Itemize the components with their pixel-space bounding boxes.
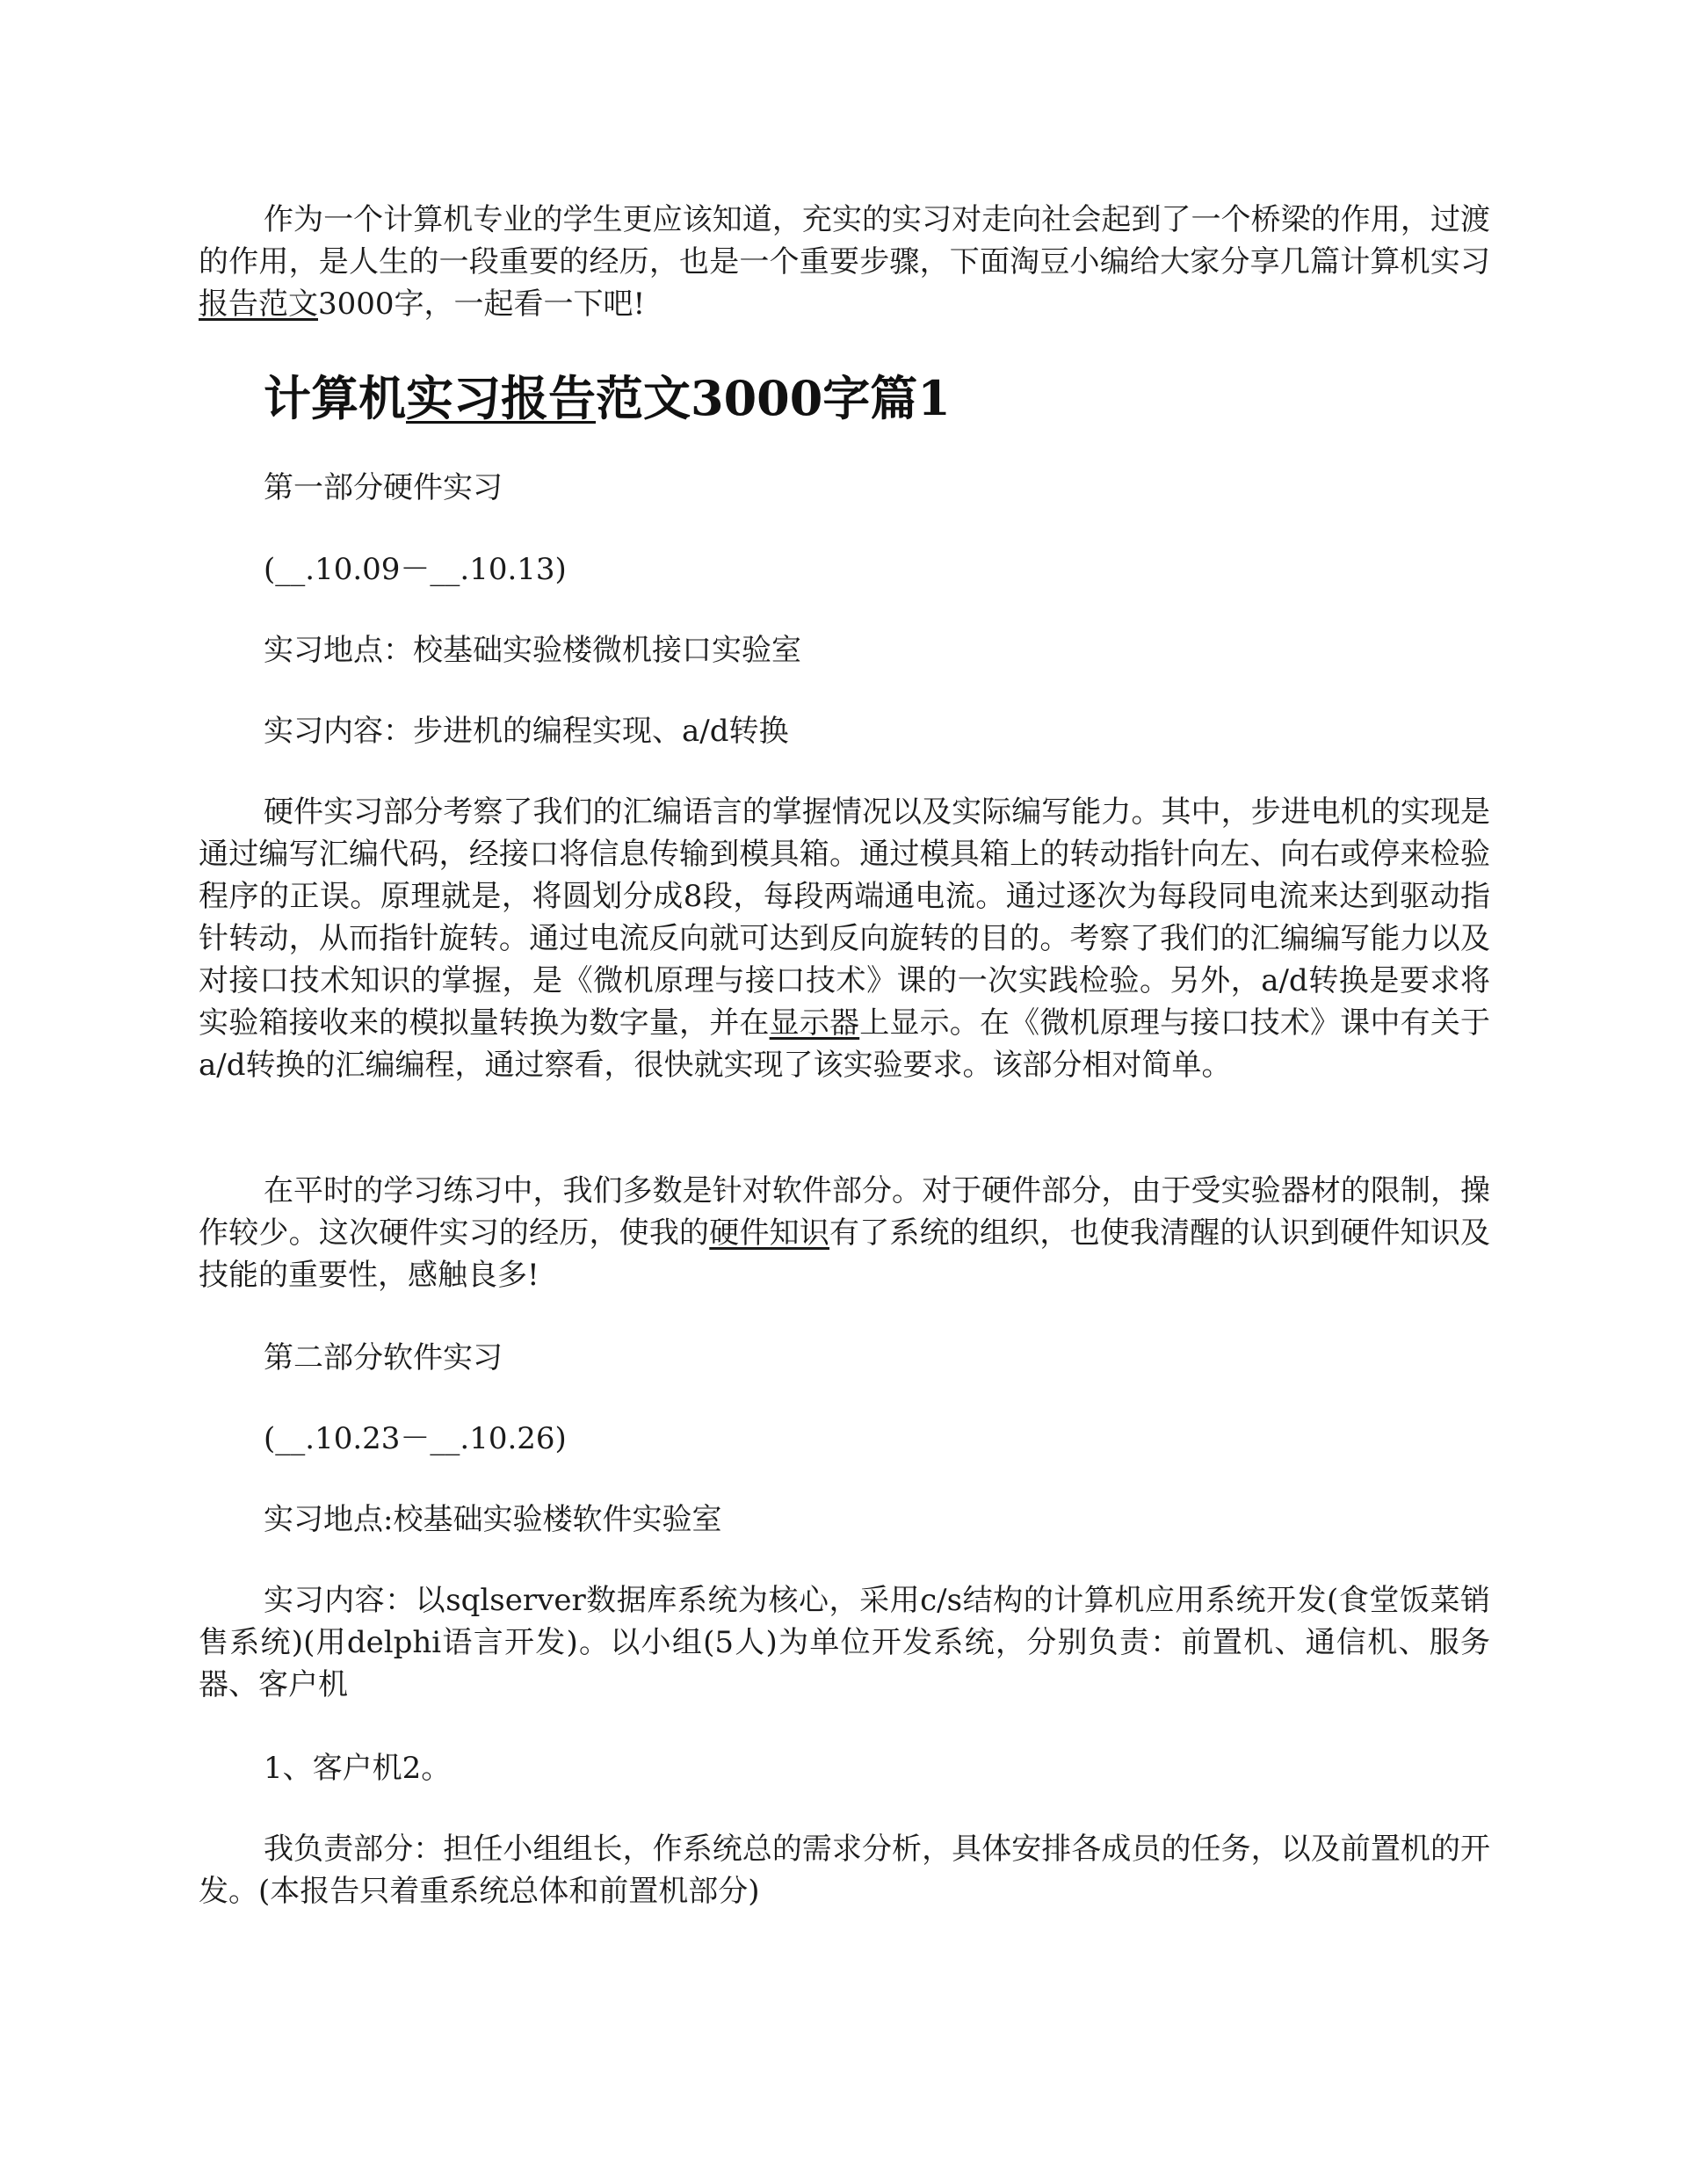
- part1-para2-text-a: 在平时的学习练习中，我们多数是针对软件部分。对于硬件部分，由于受实验器材的限制，操作较少。这次硬件实习的经历，使我的: [199, 1173, 1490, 1251]
- part2-location: 实习地点:校基础实验楼软件实验室: [264, 1502, 722, 1537]
- heading-link-internship-report[interactable]: 实习报告: [406, 370, 596, 426]
- part2-content: 实习内容：以sqlserver数据库系统为核心，采用c/s结构的计算机应用系统开发(食堂饭菜销售系统)(用delphi语言开发)。以小组(5人)为单位开发系统，分别负责：前置机、通信机、服务器、客户机: [199, 1583, 1490, 1702]
- part2-dates: (__.10.23－__.10.26): [264, 1421, 567, 1456]
- heading-text-a: 计算机: [264, 370, 406, 426]
- part1-content: 实习内容：步进机的编程实现、a/d转换: [264, 714, 789, 749]
- part1-para1-text-a: 硬件实习部分考察了我们的汇编语言的掌握情况以及实际编写能力。其中，步进电机的实现是通过编写汇编代码，经接口将信息传输到模具箱。通过模具箱上的转动指针向左、向右或停来检验程序的正误。原理就是，将圆划分成8段，每段两端通电流。通过逐次为每段同电流来达到驱动指针转动，从而指针旋转。通过电流反向就可达到反向旋转的目的。考察了我们的汇编编写能力以及对接口技术知识的掌握，是《微机原理与接口技术》课的一次实践检验。另外，a/d转换是要求将实验箱接收来的模拟量转换为数字量，并在: [199, 795, 1490, 1041]
- intro-link-report-sample[interactable]: 报告范文: [199, 287, 318, 322]
- part1-dates: (__.10.09－__.10.13): [264, 552, 567, 587]
- section-heading: [264, 367, 951, 429]
- intro-text-b: 3000字，一起看一下吧!: [318, 287, 646, 322]
- part1-para2-text-b: 有了系统的组织，也使我清醒的认识到硬件知识及技能的重要性，感触良多!: [199, 1215, 1491, 1293]
- part1-link-hardware-knowledge[interactable]: 硬件知识: [709, 1215, 830, 1251]
- part1-para1-text-b: 上显示。在《微机原理与接口技术》课中有关于a/d转换的汇编编程，通过察看，很快就实现了该实验要求。该部分相对简单。: [199, 1005, 1491, 1083]
- intro-paragraph: [199, 199, 1490, 325]
- part2-title: 第二部分软件实习: [264, 1340, 503, 1375]
- part2-item: 1、客户机2。: [264, 1751, 452, 1786]
- part1-title: 第一部分硬件实习: [264, 470, 503, 505]
- intro-text-a: 作为一个计算机专业的学生更应该知道，充实的实习对走向社会起到了一个桥梁的作用，过渡的作用，是人生的一段重要的经历，也是一个重要步骤，下面淘豆小编给大家分享几篇计算机实习: [199, 202, 1490, 279]
- part1-location: 实习地点：校基础实验楼微机接口实验室: [264, 633, 801, 668]
- part2-duty: 我负责部分：担任小组组长，作系统总的需求分析，具体安排各成员的任务，以及前置机的开发。(本报告只着重系统总体和前置机部分): [199, 1832, 1490, 1909]
- part1-paragraph-2: [199, 1170, 1490, 1296]
- part1-paragraph-1: [199, 791, 1490, 1086]
- part1-link-display[interactable]: 显示器: [769, 1005, 860, 1041]
- heading-text-b: 范文3000字篇1: [596, 370, 951, 426]
